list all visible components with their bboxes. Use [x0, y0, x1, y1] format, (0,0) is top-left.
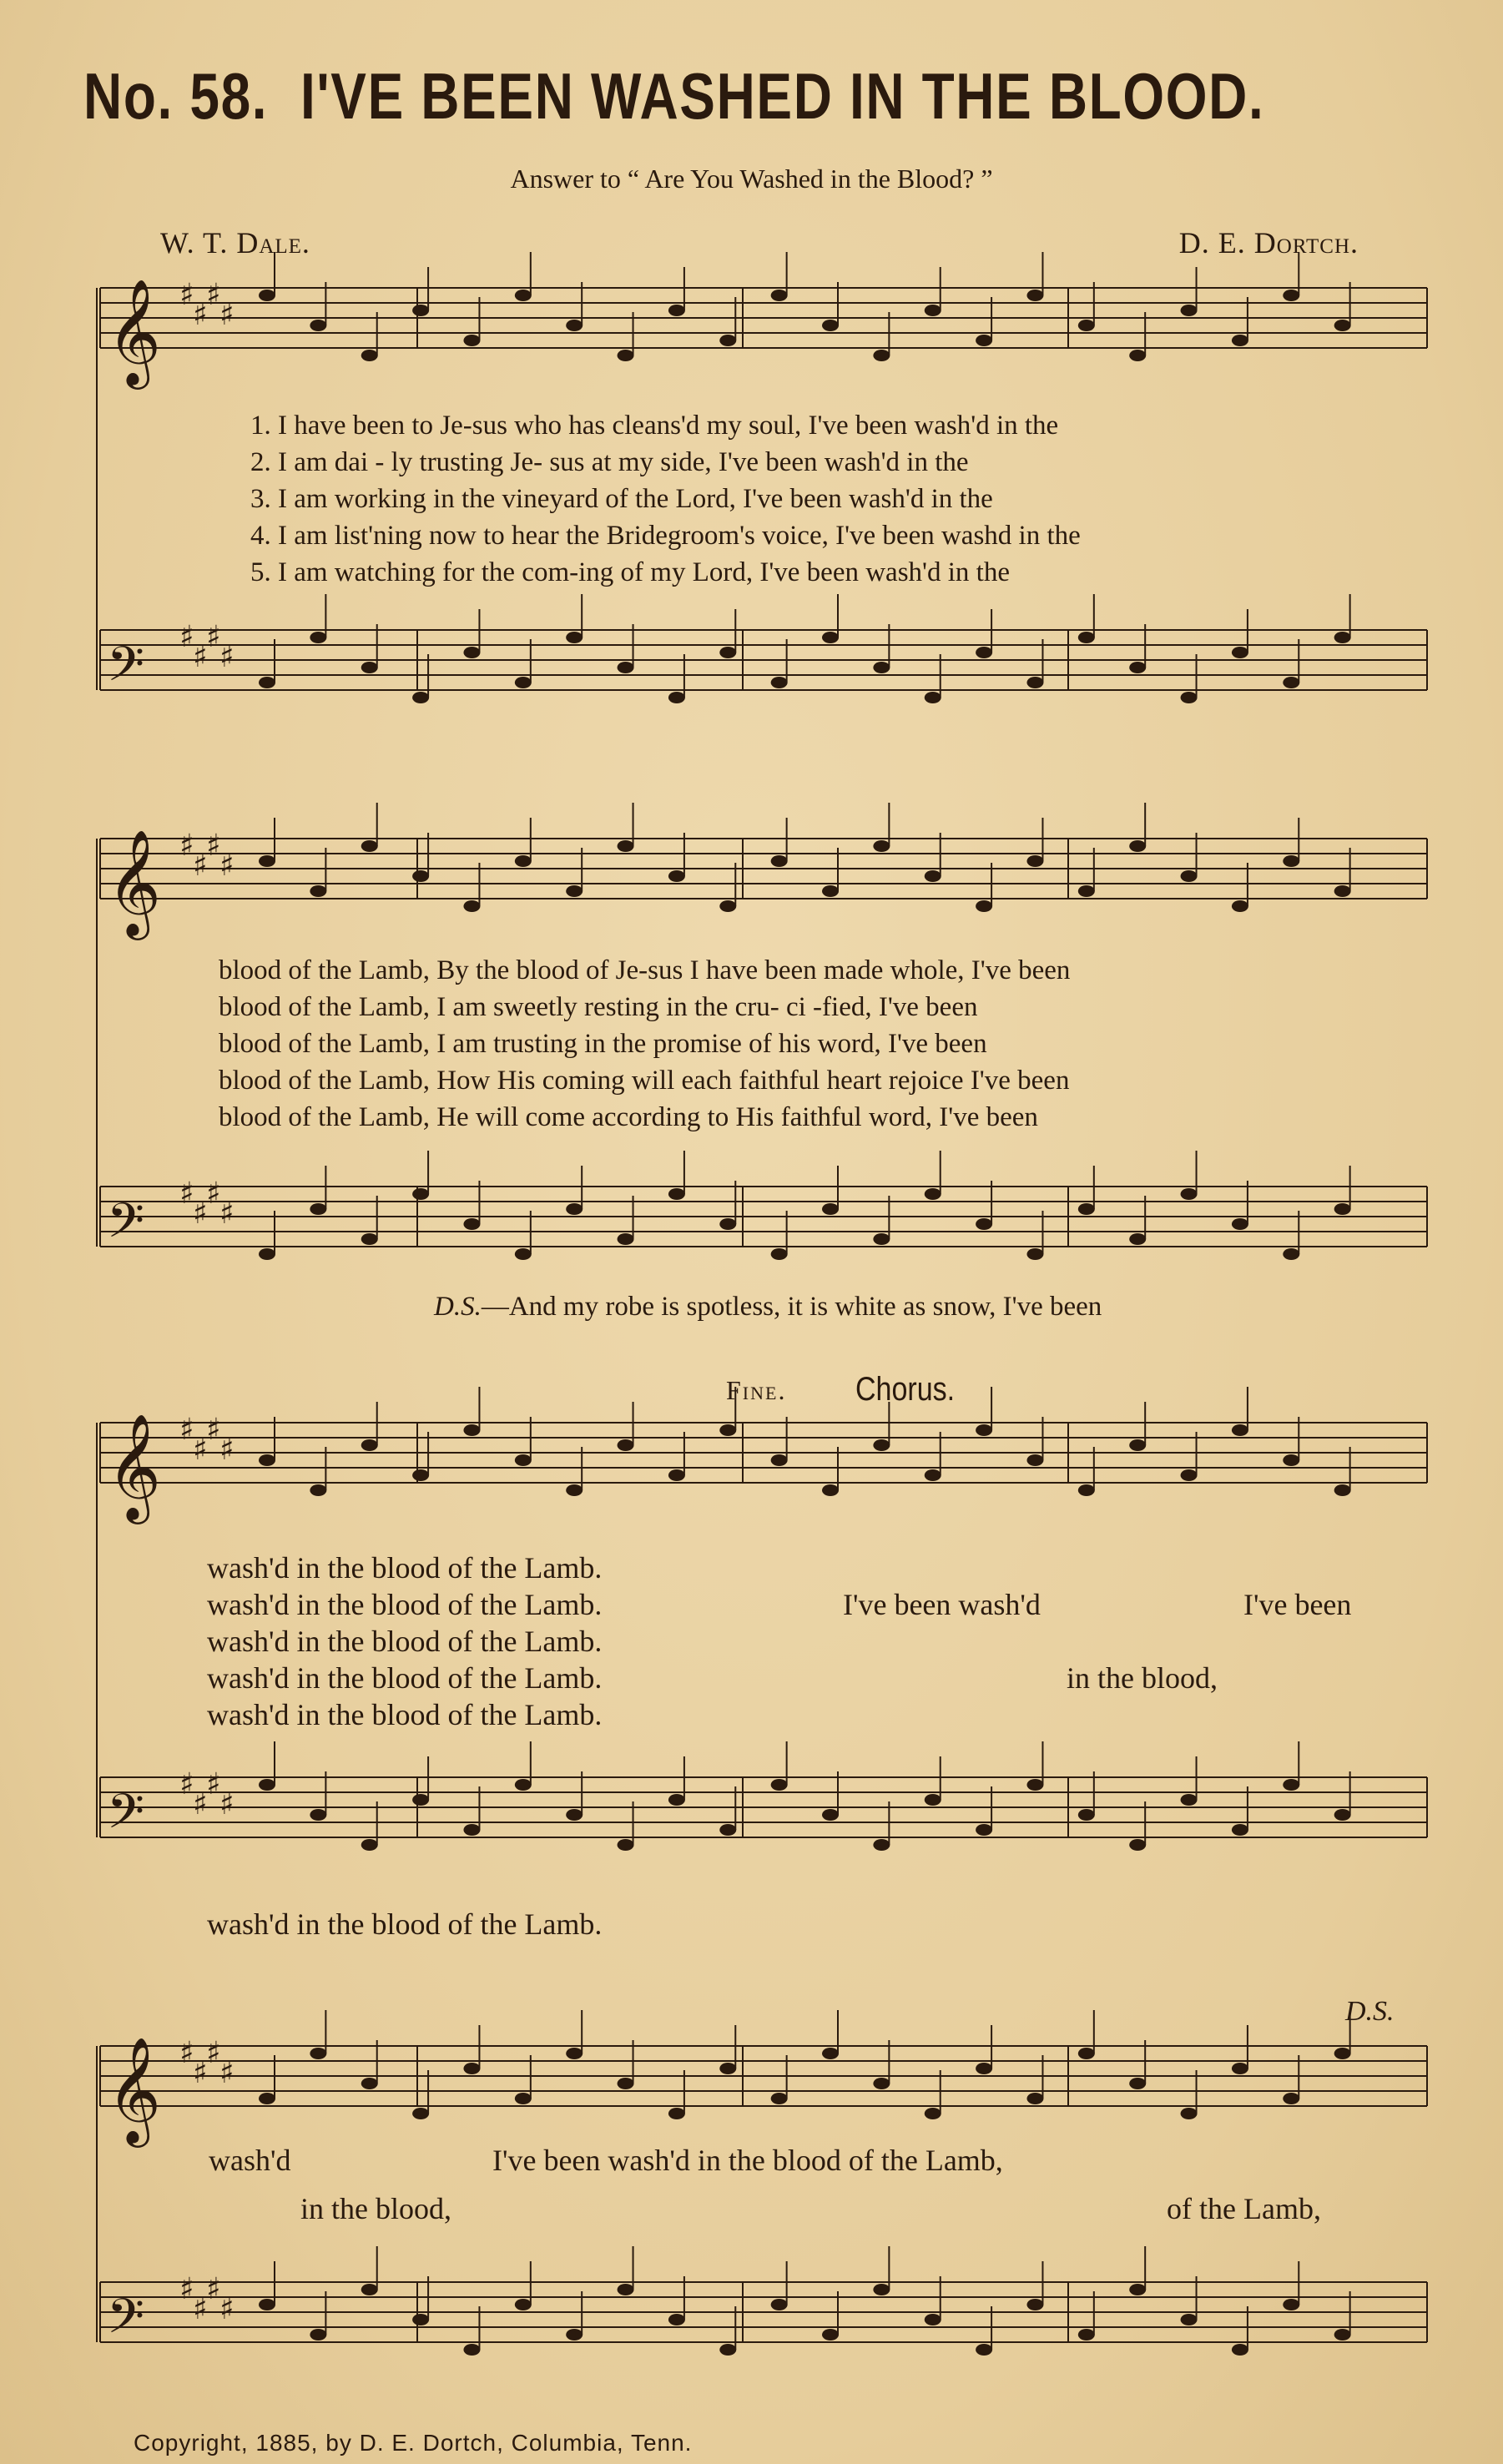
ds-text: —And my robe is spotless, it is white as snow, I've been [481, 1292, 1102, 1322]
sharp-icon: ♯ [179, 829, 194, 863]
note-head [1078, 1484, 1095, 1496]
note-head [463, 900, 480, 912]
copyright: Copyright, 1885, by D. E. Dortch, Columbia, Tenn. [134, 2430, 693, 2456]
note-head [1078, 1203, 1095, 1215]
note-head [515, 855, 532, 867]
note-head [873, 350, 890, 361]
sharp-icon: ♯ [219, 1197, 235, 1231]
note-head [822, 1809, 839, 1821]
sharp-icon: ♯ [219, 2056, 235, 2090]
note-head [412, 2108, 429, 2119]
note-head [361, 2284, 378, 2295]
note-head [361, 1439, 378, 1451]
hymn-subtitle: Answer to “ Are You Washed in the Blood? ” [510, 164, 993, 194]
treble-clef-icon: 𝄞 [107, 2036, 162, 2143]
note-head [310, 885, 326, 897]
note-head [310, 1203, 326, 1215]
note-head [1026, 1248, 1043, 1260]
note-head [668, 870, 685, 882]
verse-3-line-2: blood of the Lamb, I am trusting in the promise of his word, I've been [219, 1029, 987, 1059]
chorus-final-1: wash'd [209, 2144, 291, 2177]
note-head [310, 320, 326, 331]
note-head [361, 840, 378, 852]
note-head [925, 1794, 941, 1806]
note-head [1232, 2063, 1248, 2074]
hymn-number: No. 58. [83, 59, 269, 133]
chorus-final-4: of the Lamb, [1167, 2192, 1321, 2225]
note-head [310, 1484, 326, 1496]
note-head [719, 1424, 736, 1436]
note-head [1078, 2329, 1095, 2341]
note-head [1078, 632, 1095, 643]
note-head [1334, 885, 1351, 897]
sharp-icon: ♯ [206, 1177, 221, 1211]
note-head [976, 647, 992, 658]
note-head [976, 1424, 992, 1436]
note-head [822, 1203, 839, 1215]
note-head [1181, 692, 1198, 703]
note-head [1283, 677, 1299, 688]
note-head [566, 885, 583, 897]
note-head [618, 1439, 634, 1451]
note-head [259, 1454, 275, 1466]
sharp-icon: ♯ [179, 2272, 194, 2306]
note-head [515, 290, 532, 301]
note-head [1181, 305, 1198, 316]
note-head [1129, 2078, 1146, 2089]
note-head [1283, 290, 1299, 301]
treble-clef-icon: 𝄞 [107, 1413, 162, 1519]
verse-4-line-1: 4. I am list'ning now to hear the Bridegroom's voice, I've been washd in the [250, 521, 1081, 551]
note-head [412, 2314, 429, 2325]
sharp-icon: ♯ [206, 1767, 221, 1801]
note-head [925, 1188, 941, 1200]
bass-clef-icon: 𝄢 [107, 2288, 145, 2356]
note-head [412, 870, 429, 882]
bass-clef-icon: 𝄢 [107, 1192, 145, 1261]
verse-2-line-1: 2. I am dai - ly trusting Je- sus at my side, I've been wash'd in the [250, 447, 969, 477]
note-head [515, 1779, 532, 1791]
note-head [668, 1469, 685, 1481]
sharp-icon: ♯ [219, 1787, 235, 1822]
chorus-bass-echo: wash'd in the blood of the Lamb. [207, 1907, 603, 1941]
note-head [566, 1203, 583, 1215]
note-head [412, 1794, 429, 1806]
treble-clef-icon: 𝄞 [107, 278, 162, 385]
treble-clef-icon: 𝄞 [107, 829, 162, 935]
note-head [259, 2299, 275, 2310]
verse-5-line-2: blood of the Lamb, He will come according to His faithful word, I've been [219, 1102, 1038, 1132]
note-head [822, 632, 839, 643]
verse-3-line-3: wash'd in the blood of the Lamb. [207, 1625, 603, 1658]
sharp-icon: ♯ [219, 298, 235, 332]
note-head [515, 2093, 532, 2104]
note-head [668, 1188, 685, 1200]
note-head [719, 335, 736, 346]
note-head [873, 2284, 890, 2295]
note-head [463, 2063, 480, 2074]
note-head [719, 1218, 736, 1230]
note-head [668, 305, 685, 316]
note-head [1334, 2329, 1351, 2341]
note-head [618, 350, 634, 361]
note-head [1283, 1454, 1299, 1466]
note-head [566, 1484, 583, 1496]
note-head [668, 2314, 685, 2325]
note-head [925, 2108, 941, 2119]
verse-2-line-2: blood of the Lamb, I am sweetly resting in the cru- ci -fied, I've been [219, 992, 978, 1022]
note-head [1026, 2299, 1043, 2310]
note-head [771, 855, 788, 867]
note-head [1283, 855, 1299, 867]
note-head [822, 2329, 839, 2341]
note-head [1026, 2093, 1043, 2104]
note-head [566, 320, 583, 331]
note-head [1181, 1469, 1198, 1481]
note-head [310, 2329, 326, 2341]
note-head [771, 1454, 788, 1466]
sharp-icon: ♯ [193, 1787, 208, 1822]
note-head [618, 1839, 634, 1851]
sharp-icon: ♯ [193, 2056, 208, 2090]
sharp-icon: ♯ [193, 2292, 208, 2326]
note-head [925, 870, 941, 882]
note-head [515, 1454, 532, 1466]
chorus-label: Chorus. [855, 1371, 956, 1408]
note-head [1129, 1439, 1146, 1451]
note-head [1334, 1809, 1351, 1821]
note-head [1078, 885, 1095, 897]
note-head [1232, 647, 1248, 658]
note-head [771, 1248, 788, 1260]
note-head [771, 2093, 788, 2104]
note-head [1129, 350, 1146, 361]
verse-2-line-3: wash'd in the blood of the Lamb. [207, 1588, 603, 1621]
ds-line [434, 1292, 1102, 1323]
note-head [873, 662, 890, 673]
note-head [976, 1218, 992, 1230]
note-head [1232, 900, 1248, 912]
sharp-icon: ♯ [179, 1177, 194, 1211]
note-head [463, 2344, 480, 2356]
sharp-icon: ♯ [206, 829, 221, 863]
note-head [259, 290, 275, 301]
note-head [822, 2048, 839, 2059]
chorus-final-3: in the blood, [300, 2192, 451, 2225]
verse-5-line-1: 5. I am watching for the com-ing of my Lord, I've been wash'd in the [250, 557, 1010, 587]
note-head [925, 2314, 941, 2325]
lyricist: W. T. Dale. [160, 226, 310, 260]
note-head [719, 1824, 736, 1836]
note-head [463, 647, 480, 658]
sharp-icon: ♯ [206, 2036, 221, 2070]
fine-label: Fine. [726, 1375, 787, 1405]
note-head [925, 1469, 941, 1481]
note-head [1078, 2048, 1095, 2059]
note-head [566, 2048, 583, 2059]
sharp-icon: ♯ [206, 1413, 221, 1447]
chorus-line-b: I've been [1243, 1588, 1352, 1621]
note-head [618, 662, 634, 673]
sharp-icon: ♯ [193, 1433, 208, 1467]
note-head [310, 2048, 326, 2059]
note-head [668, 1794, 685, 1806]
verse-3-line-1: 3. I am working in the vineyard of the Lord, I've been wash'd in the [250, 484, 993, 514]
note-head [1334, 1484, 1351, 1496]
note-head [1129, 662, 1146, 673]
note-head [1232, 1824, 1248, 1836]
note-head [259, 1248, 275, 1260]
note-head [566, 2329, 583, 2341]
note-head [310, 632, 326, 643]
note-head [259, 1779, 275, 1791]
note-head [1078, 1809, 1095, 1821]
note-head [1232, 335, 1248, 346]
sharp-icon: ♯ [179, 620, 194, 654]
sharp-icon: ♯ [206, 278, 221, 312]
verse-1-line-1: 1. I have been to Je-sus who has cleans'd my soul, I've been wash'd in the [250, 411, 1059, 441]
sharp-icon: ♯ [179, 1413, 194, 1447]
note-head [1181, 870, 1198, 882]
note-head [1181, 2108, 1198, 2119]
verse-1-line-3: wash'd in the blood of the Lamb. [207, 1551, 603, 1585]
note-head [618, 1233, 634, 1245]
note-head [1129, 1839, 1146, 1851]
note-head [1181, 2314, 1198, 2325]
note-head [1181, 1794, 1198, 1806]
note-head [361, 350, 378, 361]
note-head [1078, 320, 1095, 331]
note-head [463, 1424, 480, 1436]
note-head [1283, 1248, 1299, 1260]
sharp-icon: ♯ [193, 298, 208, 332]
note-head [310, 1809, 326, 1821]
note-head [976, 335, 992, 346]
sharp-icon: ♯ [219, 640, 235, 674]
verse-4-line-2: blood of the Lamb, How His coming will each faithful heart rejoice I've been [219, 1066, 1070, 1096]
note-head [1334, 2048, 1351, 2059]
note-head [463, 1218, 480, 1230]
note-head [873, 1439, 890, 1451]
note-head [412, 1188, 429, 1200]
note-head [1232, 1218, 1248, 1230]
note-head [668, 2108, 685, 2119]
chorus-final-2: I've been wash'd in the blood of the Lamb, [492, 2144, 1003, 2177]
note-head [1181, 1188, 1198, 1200]
note-head [618, 2284, 634, 2295]
sharp-icon: ♯ [193, 849, 208, 883]
bass-clef-icon: 𝄢 [107, 1783, 145, 1852]
note-head [976, 2344, 992, 2356]
sharp-icon: ♯ [206, 620, 221, 654]
sharp-icon: ♯ [179, 2036, 194, 2070]
note-head [771, 677, 788, 688]
note-head [1283, 2093, 1299, 2104]
sharp-icon: ♯ [193, 1197, 208, 1231]
note-head [361, 2078, 378, 2089]
note-head [412, 692, 429, 703]
note-head [976, 2063, 992, 2074]
note-head [1232, 1424, 1248, 1436]
sharp-icon: ♯ [206, 2272, 221, 2306]
note-head [771, 290, 788, 301]
chorus-line-a: I've been wash'd [843, 1588, 1041, 1621]
note-head [976, 1824, 992, 1836]
note-head [1334, 1203, 1351, 1215]
hymn-name: I'VE BEEN WASHED IN THE BLOOD. [300, 59, 1265, 133]
note-head [771, 2299, 788, 2310]
note-head [361, 662, 378, 673]
note-head [361, 1233, 378, 1245]
note-head [1026, 1779, 1043, 1791]
note-head [925, 305, 941, 316]
note-head [1334, 320, 1351, 331]
note-head [259, 855, 275, 867]
note-head [259, 677, 275, 688]
note-head [873, 840, 890, 852]
note-head [1026, 290, 1043, 301]
note-head [1334, 632, 1351, 643]
note-head [412, 1469, 429, 1481]
sharp-icon: ♯ [219, 2292, 235, 2326]
note-head [515, 1248, 532, 1260]
note-head [515, 677, 532, 688]
ds-mark: D.S. [434, 1292, 482, 1322]
note-head [719, 2344, 736, 2356]
note-head [566, 632, 583, 643]
sharp-icon: ♯ [179, 1767, 194, 1801]
note-head [822, 320, 839, 331]
chorus-line-c: in the blood, [1067, 1661, 1218, 1695]
note-head [463, 335, 480, 346]
composer: D. E. Dortch. [1178, 226, 1359, 260]
sharp-icon: ♯ [219, 849, 235, 883]
verse-5-line-3: wash'd in the blood of the Lamb. [207, 1698, 603, 1731]
ds-end-mark: D.S. [1345, 1996, 1395, 2027]
note-head [668, 692, 685, 703]
note-head [719, 900, 736, 912]
note-head [771, 1779, 788, 1791]
sharp-icon: ♯ [219, 1433, 235, 1467]
note-head [515, 2299, 532, 2310]
note-head [873, 1839, 890, 1851]
note-head [976, 900, 992, 912]
note-head [1129, 840, 1146, 852]
verse-1-line-2: blood of the Lamb, By the blood of Je-sus I have been made whole, I've been [219, 955, 1071, 985]
sharp-icon: ♯ [179, 278, 194, 312]
note-head [873, 2078, 890, 2089]
note-head [412, 305, 429, 316]
note-head [1283, 2299, 1299, 2310]
note-head [925, 692, 941, 703]
note-head [618, 2078, 634, 2089]
note-head [463, 1824, 480, 1836]
note-head [873, 1233, 890, 1245]
note-head [1283, 1779, 1299, 1791]
note-head [1232, 2344, 1248, 2356]
note-head [1026, 1454, 1043, 1466]
note-head [566, 1809, 583, 1821]
note-head [618, 840, 634, 852]
note-head [1129, 1233, 1146, 1245]
bass-clef-icon: 𝄢 [107, 636, 145, 704]
note-head [719, 647, 736, 658]
note-head [719, 2063, 736, 2074]
note-head [822, 885, 839, 897]
verse-4-line-3: wash'd in the blood of the Lamb. [207, 1661, 603, 1695]
note-head [1129, 2284, 1146, 2295]
note-head [361, 1839, 378, 1851]
sharp-icon: ♯ [193, 640, 208, 674]
note-head [259, 2093, 275, 2104]
note-head [1026, 855, 1043, 867]
note-head [1026, 677, 1043, 688]
note-head [822, 1484, 839, 1496]
